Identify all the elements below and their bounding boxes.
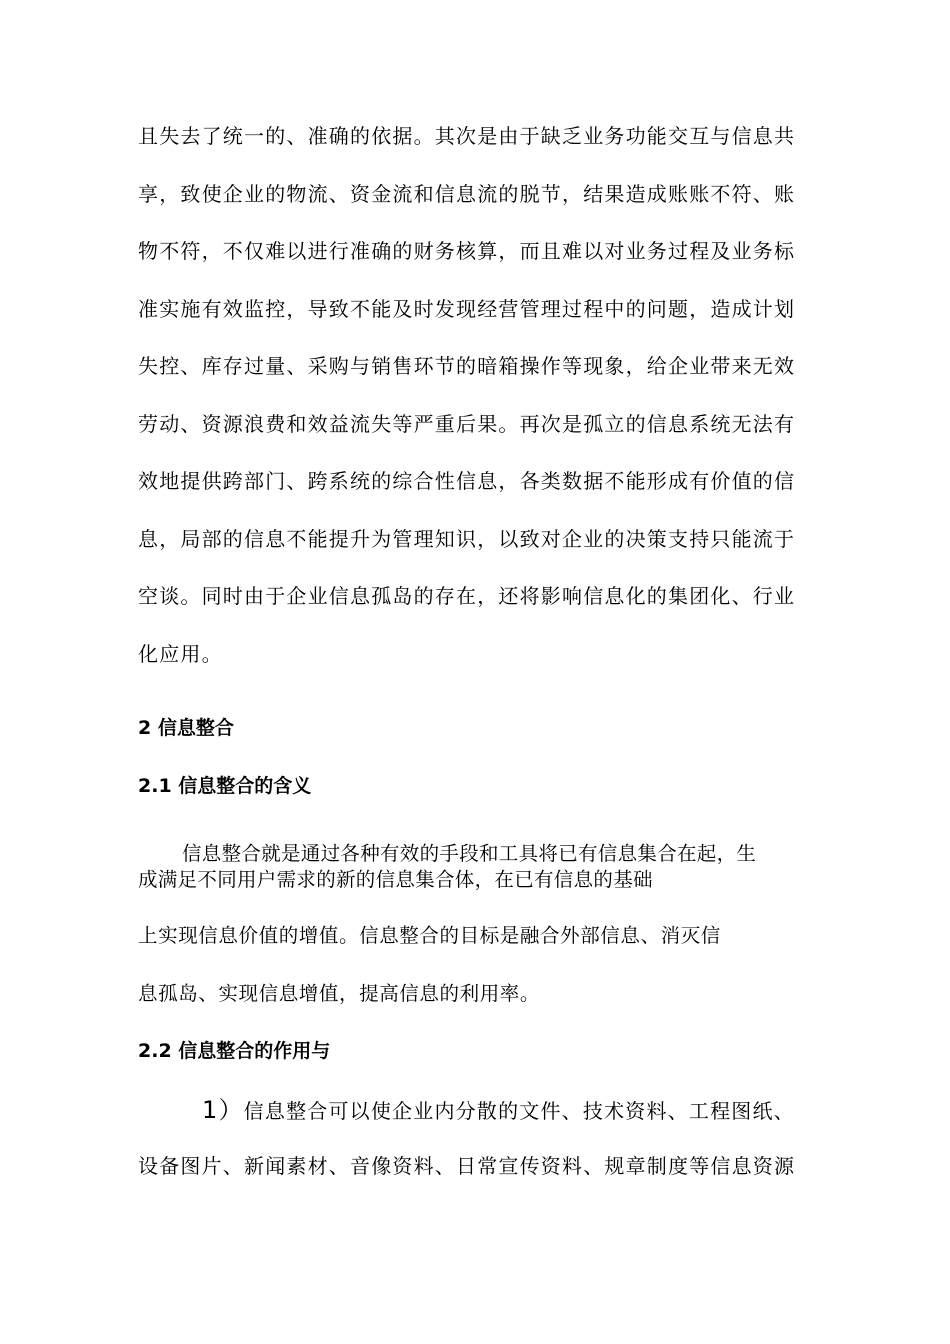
- paragraph-line: 成满足不同用户需求的新的信息集合体，在已有信息的基础: [138, 868, 653, 891]
- paragraph-line: 且失去了统一的、准确的依据。其次是由于缺乏业务功能交互与信息共: [138, 124, 796, 148]
- paragraph-line: 息孤岛、实现信息增值，提高信息的利用率。: [138, 982, 541, 1005]
- paragraph-line: 享，致使企业的物流、资金流和信息流的脱节，结果造成账账不符、账: [138, 182, 796, 206]
- paragraph-line: 空谈。同时由于企业信息孤岛的存在，还将影响信息化的集团化、行业: [138, 584, 796, 608]
- paragraph-line: [202, 1096, 795, 1125]
- list-number: 1）: [202, 1096, 244, 1124]
- paragraph-line: 上实现信息价值的增值。信息整合的目标是融合外部信息、消灭信: [138, 924, 721, 947]
- list-text: 信息整合可以使企业内分散的文件、技术资料、工程图纸、: [243, 1099, 795, 1123]
- paragraph-line: 物不符，不仅难以进行准确的财务核算，而且难以对业务过程及业务标: [138, 239, 796, 263]
- subsection-heading: 2.2 信息整合的作用与: [138, 1040, 331, 1062]
- paragraph-line: 劳动、资源浪费和效益流失等严重后果。再次是孤立的信息系统无法有: [138, 412, 796, 436]
- paragraph-line: 效地提供跨部门、跨系统的综合性信息，各类数据不能形成有价值的信: [138, 469, 796, 493]
- paragraph-line: 设备图片、新闻素材、音像资料、日常宣传资料、规章制度等信息资源: [138, 1154, 796, 1178]
- paragraph-line: 失控、库存过量、采购与销售环节的暗箱操作等现象，给企业带来无效: [138, 354, 796, 378]
- paragraph-line: 化应用。: [138, 642, 223, 666]
- subsection-heading: 2.1 信息整合的含义: [138, 775, 312, 797]
- paragraph-line: 息，局部的信息不能提升为管理知识，以致对企业的决策支持只能流于: [138, 527, 796, 551]
- paragraph-line: 准实施有效监控，导致不能及时发现经营管理过程中的问题，造成计划: [138, 297, 796, 321]
- paragraph-line: 信息整合就是通过各种有效的手段和工具将已有信息集合在起，生: [182, 842, 757, 865]
- section-heading: 2 信息整合: [138, 717, 234, 739]
